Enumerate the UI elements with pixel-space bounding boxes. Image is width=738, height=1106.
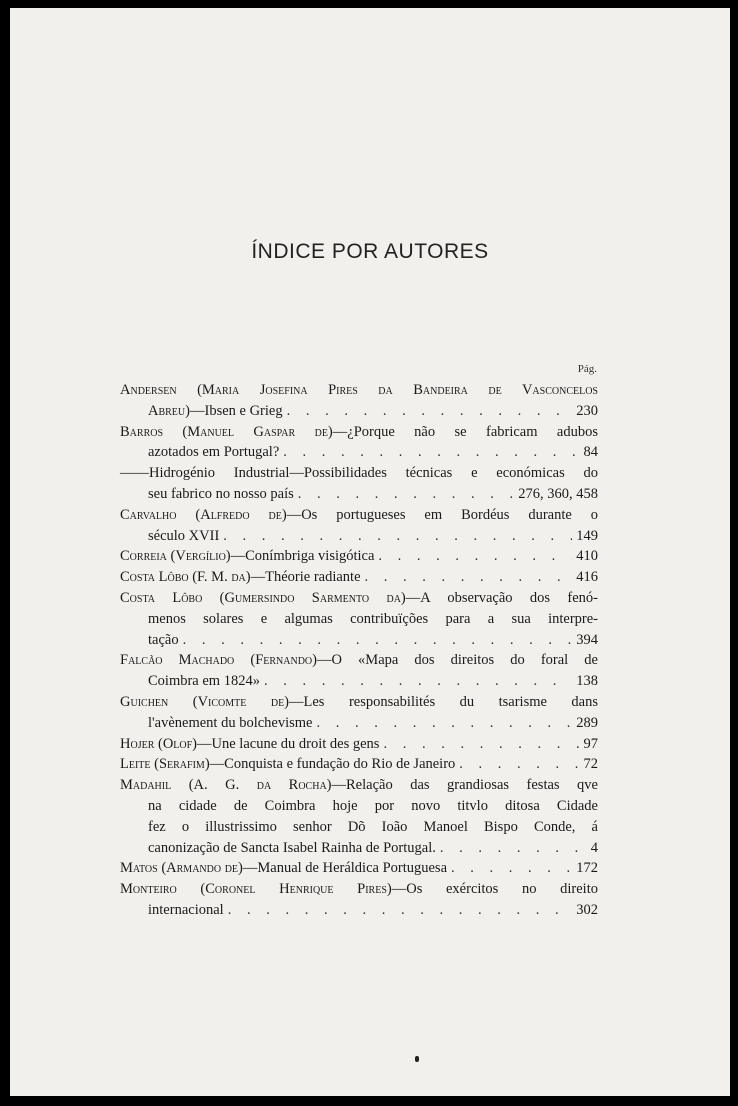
entry-title-continued: l'avènement du bolchevisme: [148, 714, 313, 731]
entry-author: Costa Lôbo (F. M. da): [120, 569, 251, 586]
entry-title: —¿Porque não se fabricam adubos: [332, 423, 598, 440]
leader-dots: [287, 401, 573, 422]
entry-page-number: 4: [590, 839, 598, 856]
entry-page-number: 172: [576, 860, 598, 877]
entry-title: —Théorie radiante: [250, 569, 361, 586]
entry-title: ——Hidrogénio Industrial—Possibilidades técnicas e económicas do: [120, 465, 598, 482]
entry-title-continued: tação: [148, 631, 179, 648]
index-entry-monteiro: [120, 879, 598, 921]
index-entry-leite: [120, 754, 598, 775]
entry-page-number: 97: [583, 735, 598, 752]
index-entry-guichen: [120, 692, 598, 734]
page-title: ÍNDICE POR AUTORES: [251, 240, 489, 263]
entry-title: —Ibsen e Grieg: [189, 402, 283, 419]
index-entry-hojer: [120, 734, 598, 755]
leader-dots: [228, 900, 573, 921]
entry-title-continued: canonização de Sancta Isabel Rainha de Portugal.: [148, 839, 436, 856]
entry-title-continued: menos solares e algumas contribuïções para a sua interpre-: [148, 610, 598, 627]
entry-page-number: 72: [583, 756, 598, 773]
index-entry-hidrogenio: [120, 463, 598, 505]
leader-dots: [223, 526, 572, 547]
entry-author: Matos (Armando de): [120, 860, 243, 877]
book-page: [10, 8, 730, 1096]
leader-dots: [264, 671, 572, 692]
leader-dots: [383, 734, 579, 755]
index-entry-costa-lobo-fm: [120, 567, 598, 588]
entry-title: —Os portugueses em Bordéus durante o: [286, 506, 598, 523]
entry-page-number: 84: [583, 444, 598, 461]
entry-author: Correia (Vergílio): [120, 548, 231, 565]
leader-dots: [316, 713, 572, 734]
entry-title-continued: na cidade de Coimbra hoje por novo titvlo ditosa Cidade: [148, 797, 598, 814]
entry-title: —Conquista e fundação do Rio de Janeiro: [209, 756, 456, 773]
entry-author: Andersen (Maria Josefina Pires da Bandeira de Vasconcelos: [120, 382, 598, 398]
leader-dots: [451, 858, 572, 879]
entry-page-number: 230: [576, 402, 598, 419]
entry-author: Madahil (A. G. da Rocha): [120, 777, 332, 794]
entry-title: —Manual de Heráldica Portuguesa: [242, 860, 448, 877]
entry-page-number: 276, 360, 458: [518, 485, 598, 502]
leader-dots: [378, 546, 572, 567]
entry-title-continued: azotados em Portugal?: [148, 444, 280, 461]
entry-title: —Les responsabilités du tsarisme dans: [289, 693, 598, 710]
page-mark: [415, 1056, 419, 1062]
entry-title: —Relação das grandiosas festas qve: [331, 777, 598, 794]
entry-title: —Os exércitos no direito: [391, 881, 598, 898]
leader-dots: [365, 567, 573, 588]
author-index-list: [120, 380, 598, 921]
index-entry-costa-lobo-gumersindo: [120, 588, 598, 650]
entry-author: Leite (Serafim): [120, 756, 210, 773]
entry-author: Costa Lôbo (Gumersindo Sarmento da): [120, 589, 406, 606]
leader-dots: [183, 630, 573, 651]
entry-page-number: 410: [576, 548, 598, 565]
index-entry-matos: [120, 858, 598, 879]
entry-title: —Une lacune du droit des gens: [197, 735, 380, 752]
entry-author: Hojer (Olof): [120, 735, 198, 752]
leader-dots: [298, 484, 514, 505]
entry-title: —A observação dos fenó-: [405, 589, 599, 606]
entry-author: Barros (Manuel Gaspar de): [120, 423, 333, 440]
index-entry-correia: [120, 546, 598, 567]
index-entry-andersen: [120, 380, 598, 422]
entry-page-number: 149: [576, 527, 598, 544]
entry-title-continued: seu fabrico no nosso país: [148, 485, 294, 502]
index-entry-carvalho: [120, 505, 598, 547]
leader-dots: [459, 754, 579, 775]
leader-dots: [283, 442, 579, 463]
entry-page-number: 289: [576, 714, 598, 731]
entry-author: Guichen (Vicomte de): [120, 693, 290, 710]
index-entry-barros: [120, 422, 598, 464]
leader-dots: [440, 838, 587, 859]
entry-author: Falcão Machado (Fernando): [120, 652, 317, 669]
entry-title: —Conímbriga visigótica: [230, 548, 375, 565]
entry-title: —O «Mapa dos direitos do foral de: [316, 652, 598, 669]
entry-page-number: 302: [576, 901, 598, 918]
entry-page-number: 138: [576, 673, 598, 690]
entry-title-continued: Coimbra em 1824»: [148, 673, 260, 690]
entry-title-continued: internacional: [148, 901, 224, 918]
entry-page-number: 416: [576, 569, 598, 586]
entry-title-continued: fez o illustrissimo senhor Dõ Ioão Manoel Bispo Conde, á: [148, 818, 598, 835]
entry-author: Carvalho (Alfredo de): [120, 506, 287, 523]
entry-author-continued: Abreu): [148, 402, 190, 419]
entry-title-continued: século XVII: [148, 527, 220, 544]
index-entry-falcao-machado: [120, 650, 598, 692]
page-column-label: Pág.: [577, 363, 597, 375]
entry-page-number: 394: [576, 631, 598, 648]
index-entry-madahil: [120, 775, 598, 858]
entry-author: Monteiro (Coronel Henrique Pires): [120, 881, 392, 898]
